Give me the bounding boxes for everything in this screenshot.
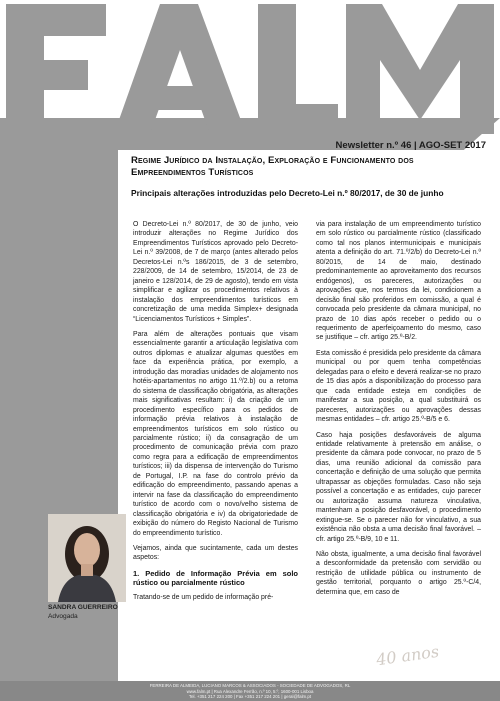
section-heading-1: 1. Pedido de Informação Prévia em solo rústico ou parcialmente rústico: [133, 568, 298, 588]
article-column-2: [316, 220, 481, 597]
article-column-1: [133, 220, 298, 602]
col2-paragraph-2: Esta comissão é presidida pelo presidente da câmara municipal ou por quem tenha competências delegadas para o efeito e deverá realizar-se no prazo de 15 dias após a disponibilização do processo para que cada entidade esteja em condições de manifestar a sua posição, a qual substituirá os pareceres, autorizações ou aprovações dessas mesmas entidades – cfr. artigo 25.º-B/5 e 6.: [316, 349, 481, 424]
col2-paragraph-3: Caso haja posições desfavoráveis de alguma entidade relativamente à pretensão em análise, o presidente da câmara pode convocar, no prazo de 5 dias, uma reunião adicional da comissão para concertação e definição de uma solução que permita ultrapassar as objeções formuladas. Caso não seja possível a concertação e as entidades, cujo parecer ou autorização assuma natureza vinculativa, mantenham a posição desfavorável, o procedimento extingue-se. Se o parecer não for vinculativo, a sua existência não obsta a uma decisão final favorável. – cfr. artigo 25.º-B/9, 10 e 11.: [316, 431, 481, 543]
col1-paragraph-4: Tratando-se de um pedido de informação pré-: [133, 593, 274, 601]
author-block: [48, 604, 118, 621]
footer-contacts: Tel. +351 217 224 200 | Fax +351 217 224 201 | geral@falm.pt: [188, 694, 312, 699]
newsletter-issue-label: Newsletter n.º 46 | AGO-SET 2017: [335, 140, 486, 151]
col1-paragraph-3: Vejamos, ainda que sucintamente, cada um destes aspetos:: [133, 544, 298, 562]
footer-address: www.falm.pt | Rua Alexandre Ferrão, n.º 10, 5.º, 1600-001 Lisboa: [186, 688, 314, 694]
author-portrait-graphic: [48, 514, 126, 602]
author-photo: [48, 514, 126, 602]
col1-paragraph-2: Para além de alterações pontuais que visam essencialmente garantir a articulação legislativa com outros diplomas e atualizar algumas questões em face da experiência prática, por exemplo, a introdução das moradias unidades de alojamento nos hotéis-apartamentos no artigo 11.º/2.b) ou a retoma do sistema de classificação obrigatória, as alterações mais significativas resultam: i) da criação de um procedimento específico para os pedidos de informação prévia relativos à instalação de empreendimentos turísticos em solo rústico ou parcialmente rústico; ii) da consagração de um procedimento de comunicação prévia com prazo como regra para a edificação de empreendimentos turísticos; iii) da dispensa de intervenção do Turismo de Portugal, I.P. na fase do controlo prévio da edificação do empreendimento, passando apenas a intervir na fase da classificação do empreendimento turístico de acordo com o novo/velho sistema de classificação obrigatória e iv) da obrigatoriedade de exibição do número do Registo Nacional de Turismo do empreendimento turístico.: [133, 330, 298, 537]
author-name: SANDRA GUERREIRO: [48, 604, 118, 611]
falm-logo: [0, 0, 500, 150]
page-footer: [0, 681, 500, 701]
author-role: Advogada: [48, 612, 78, 620]
footer-firm-name: FERREIRA DE ALMEIDA, LUCIANO MARCOS & ASSOCIADOS - SOCIEDADE DE ADVOGADOS, RL: [149, 683, 351, 688]
anniversary-signature: 40 anos: [374, 641, 441, 670]
col2-paragraph-1: via para instalação de um empreendimento turístico em solo rústico ou parcialmente rústico (classificado como tal nos planos intermunicipais e municipais atenta a definição do art. 71.º/2/b) do Decreto-Lei n.º 80/2015, de 14 de maio, destinado predominantemente ao aproveitamento dos recursos endógenos), os pareceres, autorizações ou aprovações que, nos termos da lei, condicionem a decisão final são proferidos em comissão, a qual é convocada pelo presidente da câmara municipal, no prazo de 10 dias após receber o pedido ou o requerimento de aperfeiçoamento do mesmo, caso se justifique – cfr. artigo 25.º-B/2.: [316, 221, 481, 342]
col1-paragraph-1: O Decreto-Lei n.º 80/2017, de 30 de junho, veio introduzir alterações no Regime Jurídico dos Empreendimentos Turísticos aprovado pelo Decreto-Lei n.º 39/2008, de 7 de março (antes alterado pelos Decretos-Lei n.ºs 186/2015, de 3 de setembro, 228/2009, de 14 de setembro, 15/2014, de 23 de janeiro e 128/2014, de 29 de agosto), tendo em vista simplificar e agilizar os procedimentos relativos à instalação dos empreendimentos turísticos em concretização de uma medida Simplex+ designada “Licenciamentos Turísticos + Simples”.: [133, 221, 298, 323]
col2-paragraph-4: Não obsta, igualmente, a uma decisão final favorável a desconformidade da pretensão com servidão ou restrição de utilidade pública ou instrumento de gestão territorial, porquanto o artigo 25.º-C/4, determina que, em caso de: [316, 550, 481, 596]
article-title: Regime Jurídico da Instalação, Exploração e Funcionamento dos Empreendimentos Turísticos: [131, 155, 414, 178]
article-subtitle: Principais alterações introduzidas pelo Decreto-Lei n.º 80/2017, de 30 de junho: [131, 188, 444, 198]
